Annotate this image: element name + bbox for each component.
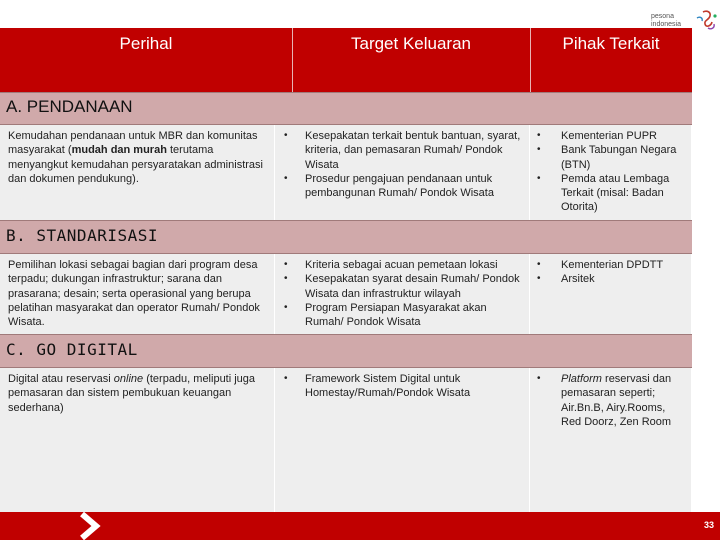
perihal-text: Pemilihan lokasi sebagai bagian dari program desa terpadu; dukungan infrastruktur; sarana dan prasarana; desain; serta operasional yang berupa pelatihan masyarakat dan operator Rumah/ Pondok Wisata. [8,259,260,329]
section-b-row [0,254,692,334]
logo-line1: pesona [651,13,674,20]
logo-line2: indonesia [651,21,681,28]
section-c-row [0,368,692,512]
section-a-pihak [530,125,692,220]
pihak-item: • Kementerian DPDTT [530,258,691,272]
target-item: • Kesepakatan terkait bentuk bantuan, syarat, kriteria, dan pemasaran Rumah/ Pondok Wisata [275,129,529,172]
section-a-target [275,125,530,220]
perihal-bold-text: mudah dan murah [71,144,167,157]
target-item: • Kesepakatan syarat desain Rumah/ Pondok Wisata dan infrastruktur wilayah [275,272,529,301]
footer-bar [0,512,720,540]
section-b-title: B. STANDARISASI [6,226,158,245]
header-perihal: Perihal [119,34,173,53]
section-c-header [0,334,692,368]
target-item: • Prosedur pengajuan pendanaan untuk pembangunan Rumah/ Pondok Wisata [275,172,529,201]
pihak-item [530,372,691,429]
target-item: • Framework Sistem Digital untuk Homestay/Rumah/Pondok Wisata [275,372,529,401]
section-a-header [0,92,692,125]
table-header [0,28,692,92]
header-pihak-terkait: Pihak Terkait [562,34,660,53]
section-c-target [275,368,530,512]
perihal-italic-text: online [113,373,144,385]
perihal-text: Kemudahan pendanaan untuk MBR dan komunitas masyarakat ( [8,130,258,157]
section-a-title: A. PENDANAAN [6,97,133,116]
target-item: • Kriteria sebagai acuan pemetaan lokasi [275,258,529,272]
section-b-perihal [0,254,275,334]
header-target-keluaran: Target Keluaran [350,34,472,53]
pihak-item: • Pemda atau Lembaga Terkait (misal: Badan Otorita) [530,172,691,215]
chevron-right-icon [76,512,106,540]
section-a-row [0,125,692,220]
page-number: 33 [703,520,714,530]
pihak-italic-text: Platform [561,373,602,385]
section-c-pihak [530,368,692,512]
section-b-header [0,220,692,254]
perihal-text: (terpadu, meliputi juga pemasaran dan sistem pembukuan keuangan sederhana) [8,373,256,414]
section-c-perihal [0,368,275,512]
section-c-title: C. GO DIGITAL [6,340,138,359]
pihak-item: • Bank Tabungan Negara (BTN) [530,143,691,172]
perihal-text: terutama menyangkut kemudahan persyaratakan administrasi dan dokumen pendukung). [8,144,263,185]
section-b-pihak [530,254,692,334]
target-item: • Program Persiapan Masyarakat akan Rumah/ Pondok Wisata [275,301,529,330]
section-a-perihal [0,125,275,220]
pihak-item: • Arsitek [530,272,691,286]
pihak-text: reservasi dan pemasaran seperti; Air.Bn.B, Airy.Rooms, Red Doorz, Zen Room [561,373,672,428]
pihak-item: • Kementerian PUPR [530,129,691,143]
perihal-text: Digital atau reservasi [8,373,114,385]
section-b-target [275,254,530,334]
